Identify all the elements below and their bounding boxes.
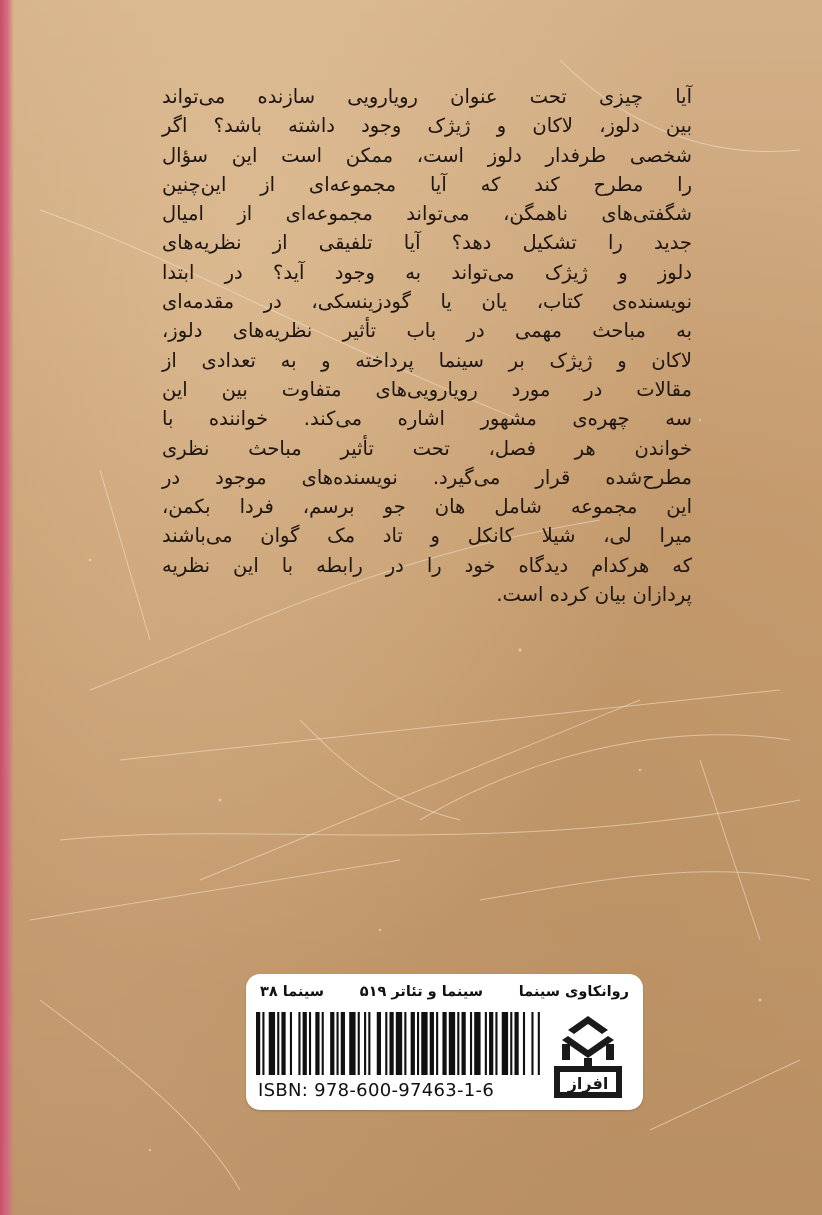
blurb-line: این مجموعه شامل هان جو برسم، فردا بکمن، [162,495,692,519]
isbn-label [246,974,643,1110]
series-info [260,984,629,1006]
blurb-line: جدید را تشکیل دهد؟ آیا تلفیقی از نظریه‌های [162,231,692,255]
blurb-line: سه چهره‌ی مشهور اشاره می‌کند. خواننده با [162,407,692,431]
blurb-line: شخصی طرفدار دلوز است، ممکن است این سؤال [162,143,692,167]
blurb-line: مطرح‌شده قرار می‌گیرد. نویسنده‌های موجود در [162,465,692,489]
blurb-line: میرا لی، شیلا کانکل و تاد مک گوان می‌باشند [162,524,692,548]
isbn-number: ISBN: 978-600-97463-1-6 [258,1080,495,1101]
blurb-line: مقالات در مورد رویارویی‌های متفاوت بین این [162,377,692,401]
blurb-line: لاکان و ژیژک بر سینما پرداخته و به تعدادی از [162,348,692,372]
book-blurb [162,82,692,609]
blurb-line: شگفتی‌های ناهمگن، می‌تواند مجموعه‌ای از امیال [162,202,692,226]
blurb-line: پردازان بیان کرده است. [496,583,692,607]
blurb-line: نویسنده‌ی کتاب، یان یا گودزینسکی، در مقدمه‌ای [162,290,692,314]
publisher-logo-text: افراز [567,1074,609,1093]
blurb-line: که هرکدام دیدگاه خود را در رابطه با این نظریه [162,553,692,577]
series-cinema: سینما ۳۸ [260,984,325,1000]
blurb-line: خواندن هر فصل، تحت تأثیر مباحث نظری [162,436,692,460]
barcode [256,1012,542,1075]
blurb-line: آیا چیزی تحت عنوان رویارویی سازنده می‌تواند [162,85,692,108]
publisher-logo-icon [548,1014,628,1100]
blurb-line: را مطرح کند که آیا مجموعه‌ای از این‌چنین [162,172,692,196]
series-cinema-theatre: سینما و تئاتر ۵۱۹ [359,984,484,1000]
blurb-line: دلوز و ژیژک می‌تواند به وجود آید؟ در ابتدا [162,260,692,284]
blurb-line: به مباحث مهمی در باب تأثیر نظریه‌های دلوز، [162,319,692,343]
blurb-line: بین دلوز، لاکان و ژیژک وجود داشته باشد؟ اگر [162,114,692,138]
series-psychoanalysis: روانکاوی سینما [518,984,629,1000]
